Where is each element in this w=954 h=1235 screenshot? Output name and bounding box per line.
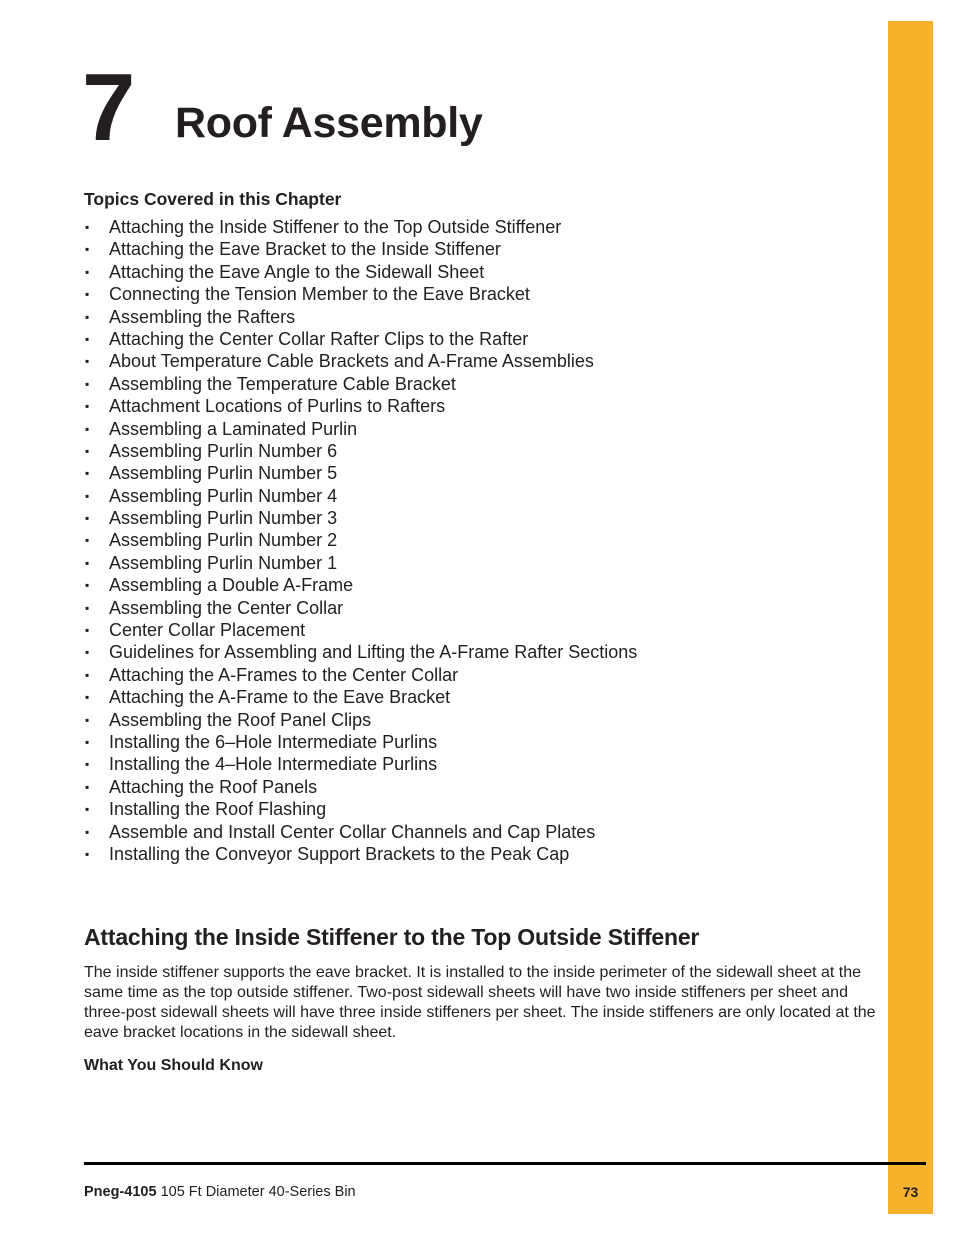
- bullet-icon: ▪: [85, 690, 90, 705]
- bullet-icon: ▪: [85, 600, 90, 615]
- topic-list-item: [84, 641, 637, 663]
- topic-label: Attaching the Eave Bracket to the Inside Stiffener: [109, 239, 501, 260]
- chapter-number: 7: [82, 54, 136, 161]
- footer-rule: [84, 1162, 926, 1165]
- topic-label: Assembling Purlin Number 3: [109, 508, 338, 529]
- topic-list-item: [84, 597, 637, 619]
- bullet-icon: ▪: [85, 242, 90, 257]
- bullet-icon: ▪: [85, 376, 90, 391]
- bullet-icon: ▪: [85, 645, 90, 660]
- topic-label: Installing the Roof Flashing: [109, 799, 327, 820]
- topic-label: Attaching the A-Frame to the Eave Bracket: [109, 687, 451, 708]
- topic-list-item: [84, 306, 637, 328]
- topic-list-item: [84, 261, 637, 283]
- topic-label: Assembling Purlin Number 2: [109, 530, 338, 551]
- topic-list-item: [84, 418, 637, 440]
- section-heading: Attaching the Inside Stiffener to the Top Outside Stiffener: [84, 924, 700, 950]
- bullet-icon: ▪: [85, 846, 90, 861]
- footer-doc-id: Pneg-4105: [84, 1184, 157, 1200]
- topic-list-item: [84, 216, 637, 238]
- bullet-icon: ▪: [85, 555, 90, 570]
- footer-doc-title: 105 Ft Diameter 40-Series Bin: [160, 1184, 356, 1200]
- topic-label: Assembling Purlin Number 4: [109, 485, 338, 506]
- topic-list-item: [84, 462, 637, 484]
- topic-label: Attachment Locations of Purlins to Rafters: [109, 396, 446, 417]
- topic-label: Center Collar Placement: [109, 620, 306, 641]
- topic-list-item: [84, 238, 637, 260]
- bullet-icon: ▪: [85, 488, 90, 503]
- bullet-icon: ▪: [85, 220, 90, 234]
- topic-list-item: [84, 440, 637, 462]
- topic-list-item: [84, 619, 637, 641]
- topic-label: Connecting the Tension Member to the Eave Bracket: [109, 284, 530, 305]
- topics-heading: Topics Covered in this Chapter: [84, 189, 342, 209]
- topic-label: Installing the 6–Hole Intermediate Purlins: [109, 731, 438, 752]
- page-number: 73: [902, 1184, 919, 1200]
- topics-list: [84, 216, 637, 865]
- topic-label: Assemble and Install Center Collar Channels and Cap Plates: [109, 821, 596, 842]
- topic-list-item: [84, 843, 637, 865]
- topic-label: Attaching the A-Frames to the Center Collar: [109, 664, 459, 685]
- topic-label: Attaching the Eave Angle to the Sidewall Sheet: [109, 261, 485, 282]
- topic-label: Assembling the Roof Panel Clips: [109, 709, 372, 730]
- topic-label: Assembling a Laminated Purlin: [109, 418, 358, 439]
- topic-list-item: [84, 574, 637, 596]
- bullet-icon: ▪: [85, 779, 90, 794]
- topic-list-item: [84, 507, 637, 529]
- topic-list-item: [84, 686, 637, 708]
- what-you-should-know-heading: What You Should Know: [84, 1057, 263, 1074]
- bullet-icon: ▪: [85, 354, 90, 369]
- bullet-icon: ▪: [85, 578, 90, 593]
- topic-label: Installing the Conveyor Support Brackets to the Peak Cap: [109, 843, 570, 864]
- topic-label: Assembling a Double A-Frame: [109, 575, 354, 596]
- bullet-icon: ▪: [85, 757, 90, 772]
- topic-label: Attaching the Center Collar Rafter Clips to the Rafter: [109, 328, 529, 349]
- topic-list-item: [84, 798, 637, 820]
- bullet-icon: ▪: [85, 511, 90, 526]
- bullet-icon: ▪: [85, 623, 90, 638]
- bullet-icon: ▪: [85, 443, 90, 458]
- topic-list-item: [84, 373, 637, 395]
- topic-label: Assembling the Temperature Cable Bracket: [109, 373, 456, 394]
- topic-list-item: [84, 529, 637, 551]
- topic-label: Attaching the Inside Stiffener to the Top Outside Stiffener: [109, 217, 562, 237]
- bullet-icon: ▪: [85, 712, 90, 727]
- bullet-icon: ▪: [85, 331, 90, 346]
- topic-list-item: [84, 283, 637, 305]
- bullet-icon: ▪: [85, 399, 90, 414]
- topic-list-item: [84, 350, 637, 372]
- topic-label: Assembling Purlin Number 5: [109, 463, 338, 484]
- topic-label: Attaching the Roof Panels: [109, 776, 318, 797]
- topic-list-item: [84, 395, 637, 417]
- topic-label: Assembling the Center Collar: [109, 597, 344, 618]
- topic-label: Assembling the Rafters: [109, 306, 296, 327]
- bullet-icon: ▪: [85, 421, 90, 436]
- bullet-icon: ▪: [85, 533, 90, 548]
- topic-list-item: [84, 776, 637, 798]
- topic-label: About Temperature Cable Brackets and A-Frame Assemblies: [109, 351, 594, 372]
- section-body: The inside stiffener supports the eave bracket. It is installed to the inside perimeter of the sidewall sheet at the same time as the top outside stiffener. Two-post sidewall sheets will have two inside stiffeners per sheet and three-post sidewall sheets will have three inside stiffeners per sheet. The inside stiffeners are only located at the eave bracket locations in the sidewall sheet.: [84, 964, 876, 1041]
- bullet-icon: ▪: [85, 264, 90, 279]
- topic-list-item: [84, 731, 637, 753]
- topic-label: Assembling Purlin Number 6: [109, 440, 338, 461]
- bullet-icon: ▪: [85, 824, 90, 839]
- chapter-title: Roof Assembly: [175, 99, 483, 147]
- bullet-icon: ▪: [85, 309, 90, 324]
- bullet-icon: ▪: [85, 667, 90, 682]
- topic-list-item: [84, 485, 637, 507]
- bullet-icon: ▪: [85, 802, 90, 817]
- topic-label: Installing the 4–Hole Intermediate Purlins: [109, 754, 438, 775]
- topic-list-item: [84, 328, 637, 350]
- bullet-icon: ▪: [85, 734, 90, 749]
- topic-label: Guidelines for Assembling and Lifting the A-Frame Rafter Sections: [109, 642, 638, 663]
- topic-label: Assembling Purlin Number 1: [109, 552, 338, 573]
- topic-list-item: [84, 753, 637, 775]
- chapter-side-tab: [888, 21, 933, 1214]
- bullet-icon: ▪: [85, 287, 90, 302]
- topic-list-item: [84, 709, 637, 731]
- footer-doc-info: [84, 1182, 356, 1202]
- bullet-icon: ▪: [85, 466, 90, 481]
- topic-list-item: [84, 664, 637, 686]
- topic-list-item: [84, 821, 637, 843]
- topic-list-item: [84, 552, 637, 574]
